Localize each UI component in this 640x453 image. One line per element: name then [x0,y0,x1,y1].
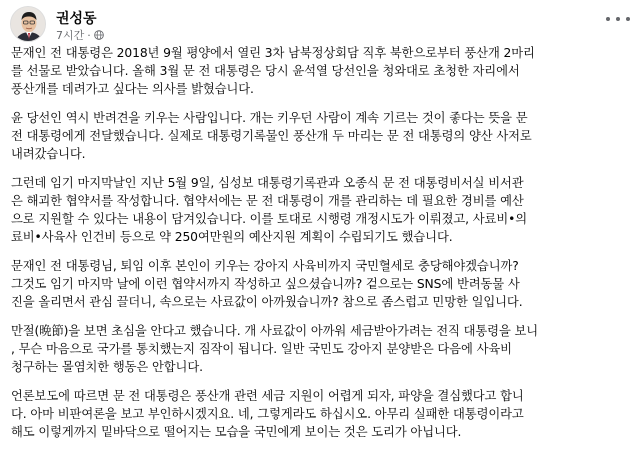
post-text-line: 문재인 전 대통령님, 퇴임 이후 본인이 키우는 강아지 사육비까지 국민혈세로 충당해야겠습니까? [11,259,519,273]
author-name[interactable]: 권성동 [56,11,97,27]
more-options-icon[interactable] [606,12,630,26]
post-text-line: 다. 아마 비판여론을 보고 부인하시겠지요. 네, 그렇게라도 하십시오. 아무리 실패한 대통령이라고 [11,407,524,421]
post-text-line: 진을 올리면서 관심 끌더니, 속으로는 사료값이 아까웠습니까? 참으로 좀스럽고 민망한 일입니다. [11,295,523,309]
post-text-line: 으로 지원할 수 있다는 내용이 담겨있습니다. 이를 토대로 시행령 개정시도가 이뤄졌고, 사료비•의 [11,212,528,226]
post-text-line: 만절(晩節)을 보면 초심을 안다고 했습니다. 개 사료값이 아까워 세금받아가려는 전직 대통령을 보니 [11,324,539,338]
post-text-line: 내려갔습니다. [11,147,86,161]
post-text-line: 그런데 임기 마지막날인 지난 5월 9일, 심성보 대통령기록관과 오종식 문 전 대통령비서실 비서관 [11,176,524,190]
post-paragraph [11,387,633,441]
post-text-line: 은 해괴한 협약서를 작성합니다. 협약서에는 문 전 대통령이 개를 관리하는 데 필요한 경비를 예산 [11,194,524,208]
avatar-portrait-icon [11,7,46,42]
post-paragraph [11,257,633,311]
post-text-line: 전 대통령에게 전달했습니다. 실제로 대통령기록물인 풍산개 두 마리는 문 전 대통령의 양산 사저로 [11,129,532,143]
post-text-line: , 무슨 마음으로 국가를 통치했는지 짐작이 됩니다. 일반 국민도 강아지 분양받은 다음에 사육비 [11,342,512,356]
post-body [11,44,633,452]
post-text-line: 를 선물로 받았습니다. 올해 3월 문 전 대통령은 당시 윤석열 당선인을 청와대로 초청한 자리에서 [11,64,520,78]
post-text-line: 료비•사육사 인건비 등으로 약 250여만원의 예산지원 계획이 수립되기도 했습니다. [11,230,453,244]
post-text-line: 풍산개를 데려가고 싶다는 의사를 밝혔습니다. [11,82,254,96]
avatar[interactable] [10,6,46,42]
post-paragraph [11,322,633,376]
post-text-line: 문재인 전 대통령은 2018년 9월 평양에서 열린 3차 남북정상회담 직후 북한으로부터 풍산개 2마리 [11,46,535,60]
globe-icon [94,30,104,40]
post-text-line: 청구하는 몰염치한 행동은 안합니다. [11,360,203,374]
post-header [10,6,630,42]
post-time[interactable]: 7시간 [56,29,85,42]
post-paragraph [11,174,633,246]
post-text-line: 그것도 임기 마지막 날에 이런 협약서까지 작성하고 싶으셨습니까? 겉으로는 SNS에 반려동물 사 [11,277,520,291]
post-text-line: 언론보도에 따르면 문 전 대통령은 풍산개 관련 세금 지원이 어렵게 되자, 파양을 결심했다고 합니 [11,389,524,403]
post-paragraph [11,109,633,163]
post-text-line: 윤 당선인 역시 반려견을 키우는 사람입니다. 개는 키우던 사람이 계속 기르는 것이 좋다는 뜻을 문 [11,111,528,125]
post-paragraph [11,44,633,98]
post-text-line: 해도 이렇게까지 밑바닥으로 떨어지는 모습을 국민에게 보이는 것은 도리가 아닙니다. [11,425,462,439]
post-meta: 7시간 · [56,27,104,43]
